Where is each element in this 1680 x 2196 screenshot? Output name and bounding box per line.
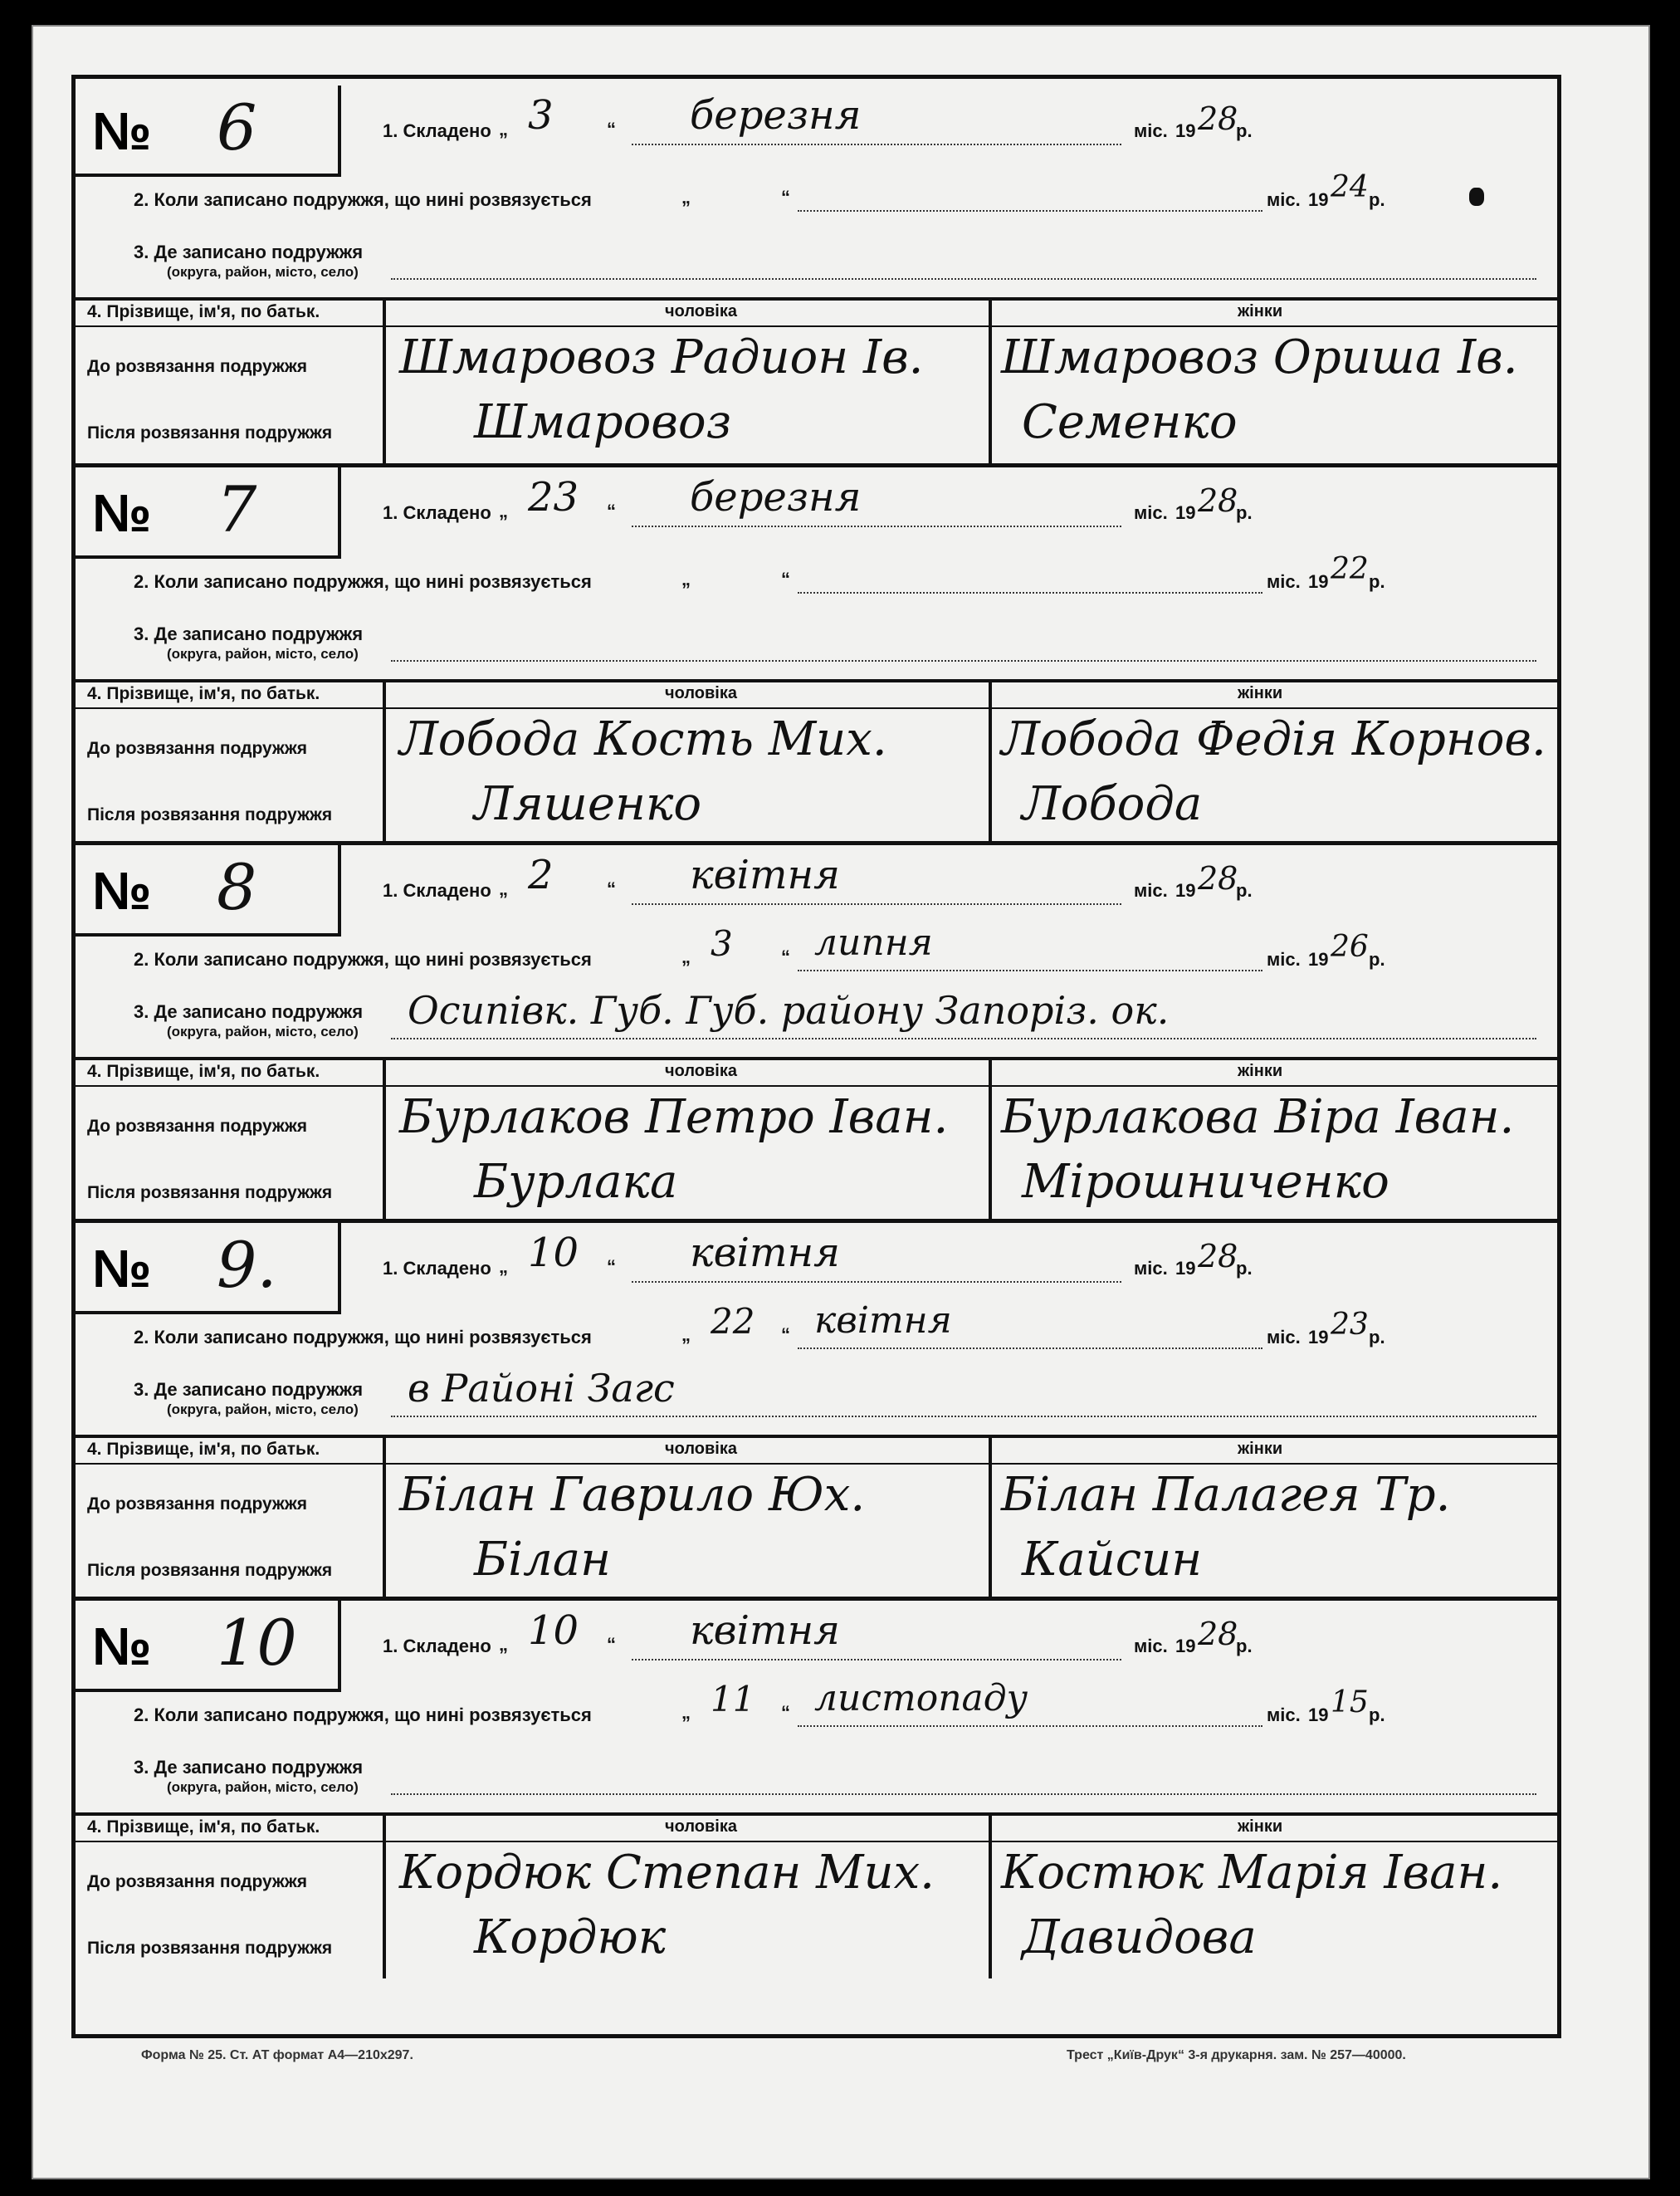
husband-after-name: Кордюк [474,1910,667,1964]
dotted-line [798,210,1262,212]
registered-place: Осипівк. Губ. Губ. району Запоріз. ок. [408,988,1170,1033]
year-prefix: 19 [1308,189,1329,210]
husband-before-name: Лобода Кость Мих. [399,712,887,766]
year-suffix: р. [1236,502,1253,523]
registered-year: 15 [1331,1685,1369,1719]
registered-year: 22 [1331,552,1369,586]
composed-day: 3 [528,92,554,139]
dotted-line [391,1793,1536,1795]
after-label: Після розвязання подружжя [87,1561,333,1580]
month-label: міс. [1267,1704,1301,1725]
name-header-label: 4. Прізвище, ім'я, по батьк. [87,1062,320,1081]
divorce-register-form [71,75,1561,2038]
year-suffix: р. [1369,1704,1385,1725]
column-divider [989,679,992,845]
record-block-8 [76,841,1557,1219]
composed-day: 23 [528,474,579,521]
year-suffix: р. [1369,189,1385,210]
names-table [76,297,1557,463]
dotted-line [391,1038,1536,1039]
registered-day: 22 [711,1301,755,1342]
row-divider [76,297,1557,301]
husband-before-name: Кордюк Степан Мих. [399,1846,935,1900]
quote-close: “ [607,501,616,521]
wife-after-name: Кайсин [1022,1533,1203,1587]
name-header-label: 4. Прізвище, ім'я, по батьк. [87,684,320,703]
composed-year: 28 [1198,1616,1238,1652]
after-label: Після розвязання подружжя [87,1939,333,1958]
dotted-line [798,1347,1262,1349]
wife-after-name: Лобода [1022,777,1203,831]
quote-close: “ [781,1702,790,1723]
wife-before-name: Шмаровоз Ориша Ів. [1001,330,1518,384]
number-sign: № [92,1239,152,1299]
registered-month: листопаду [814,1677,1028,1719]
before-label: До розвязання подружжя [87,357,307,376]
husband-before-name: Бурлаков Петро Іван. [399,1090,949,1144]
month-label: міс. [1267,1327,1301,1347]
quote-close: “ [607,878,616,899]
composed-label: 1. Складено [383,120,491,141]
quote-open: „ [681,569,691,589]
column-divider [989,297,992,463]
husband-header: чоловіка [665,302,737,320]
before-label: До розвязання подружжя [87,739,307,758]
column-divider [383,1435,386,1601]
composed-month: березня [690,474,862,521]
year-prefix: 19 [1308,949,1329,970]
composed-year: 28 [1198,860,1238,897]
dotted-line [632,903,1121,905]
record-number-box [76,1223,341,1314]
place-label: 3. Де записано подружжя [134,624,364,644]
wife-header: жінки [1238,302,1283,320]
year-suffix: р. [1369,571,1385,592]
quote-open: „ [499,1256,508,1277]
before-label: До розвязання подружжя [87,1872,307,1891]
dotted-line [632,526,1121,527]
year-suffix: р. [1236,880,1253,901]
wife-after-name: Семенко [1022,395,1238,449]
column-divider [383,1057,386,1223]
year-prefix: 19 [1308,1327,1329,1347]
column-divider [989,1435,992,1601]
record-number: 10 [217,1606,297,1680]
record-number: 7 [217,472,257,546]
quote-close: “ [781,1324,790,1345]
registered-label: 2. Коли записано подружжя, що нині розвязується [134,1327,592,1347]
row-divider [76,1085,1557,1087]
column-divider [383,1812,386,1978]
year-prefix: 19 [1308,571,1329,592]
year-suffix: р. [1369,1327,1385,1347]
husband-header: чоловіка [665,1817,737,1836]
quote-close: “ [607,1256,616,1277]
place-label: 3. Де записано подружжя [134,1379,364,1400]
row-divider [76,325,1557,327]
quote-open: „ [681,946,691,967]
composed-month: квітня [690,852,840,898]
record-number: 9. [217,1228,277,1302]
year-prefix: 19 [1175,502,1196,523]
record-number-box [76,86,341,177]
name-header-label: 4. Прізвище, ім'я, по батьк. [87,1817,320,1837]
wife-header: жінки [1238,1062,1283,1080]
year-suffix: р. [1236,1636,1253,1656]
ink-blot [1469,188,1484,206]
year-suffix: р. [1369,949,1385,970]
quote-open: „ [499,1634,508,1655]
month-label: міс. [1267,571,1301,592]
name-header-label: 4. Прізвище, ім'я, по батьк. [87,1440,320,1459]
registered-day: 3 [711,923,733,964]
month-label: міс. [1134,880,1168,901]
place-sublabel: (округа, район, місто, село) [167,646,359,662]
row-divider [76,1812,1557,1816]
composed-month: квітня [690,1230,840,1276]
husband-after-name: Шмаровоз [474,395,732,449]
husband-after-name: Білан [474,1533,611,1587]
names-table [76,1057,1557,1223]
wife-before-name: Костюк Марія Іван. [1001,1846,1503,1900]
record-number-box [76,845,341,937]
record-block-6 [76,86,1557,463]
dotted-line [391,660,1536,662]
place-sublabel: (округа, район, місто, село) [167,1779,359,1795]
before-label: До розвязання подружжя [87,1117,307,1136]
record-block-10 [76,1597,1557,1974]
month-label: міс. [1134,1258,1168,1279]
row-divider [76,1463,1557,1465]
husband-header: чоловіка [665,684,737,702]
month-label: міс. [1134,120,1168,141]
dotted-line [798,1725,1262,1727]
composed-day: 2 [528,852,554,898]
composed-year: 28 [1198,1238,1238,1274]
husband-after-name: Бурлака [474,1155,678,1209]
row-divider [76,1057,1557,1060]
year-prefix: 19 [1175,1636,1196,1656]
year-prefix: 19 [1308,1704,1329,1725]
column-divider [383,297,386,463]
wife-header: жінки [1238,1817,1283,1836]
number-sign: № [92,1616,152,1676]
dotted-line [798,970,1262,971]
record-number: 6 [217,90,257,164]
column-divider [989,1057,992,1223]
row-divider [76,1841,1557,1842]
names-table [76,1812,1557,1978]
composed-label: 1. Складено [383,502,491,523]
composed-label: 1. Складено [383,880,491,901]
composed-month: березня [690,92,862,139]
record-number-box [76,467,341,559]
wife-after-name: Мірошниченко [1022,1155,1389,1209]
column-divider [383,679,386,845]
composed-day: 10 [528,1607,579,1654]
footer-printer: Трест „Київ-Друк“ 3-я друкарня. зам. № 257—40000. [1067,2048,1406,2062]
quote-close: “ [781,187,790,208]
row-divider [76,1435,1557,1438]
registered-label: 2. Коли записано подружжя, що нині розвязується [134,949,592,970]
record-block-7 [76,463,1557,841]
footer-form-code: Форма № 25. Ст. АТ формат А4—210х297. [141,2048,413,2062]
row-divider [76,679,1557,682]
year-prefix: 19 [1175,880,1196,901]
dotted-line [391,1416,1536,1417]
quote-open: „ [499,119,508,139]
quote-close: “ [607,1634,616,1655]
husband-before-name: Білан Гаврило Юх. [399,1468,866,1522]
husband-header: чоловіка [665,1062,737,1080]
quote-open: „ [499,501,508,521]
month-label: міс. [1267,189,1301,210]
number-sign: № [92,483,152,543]
registered-label: 2. Коли записано подружжя, що нині розвязується [134,571,592,592]
composed-month: квітня [690,1607,840,1654]
registered-day: 11 [711,1679,755,1719]
composed-year: 28 [1198,100,1238,137]
wife-header: жінки [1238,684,1283,702]
place-label: 3. Де записано подружжя [134,242,364,262]
dotted-line [632,1281,1121,1283]
place-label: 3. Де записано подружжя [134,1757,364,1778]
registered-label: 2. Коли записано подружжя, що нині розвязується [134,189,592,210]
year-prefix: 19 [1175,1258,1196,1279]
wife-before-name: Бурлакова Віра Іван. [1001,1090,1515,1144]
number-sign: № [92,861,152,921]
number-sign: № [92,101,152,161]
names-table [76,1435,1557,1601]
wife-header: жінки [1238,1440,1283,1458]
registered-month: квітня [814,1299,952,1342]
month-label: міс. [1267,949,1301,970]
registered-year: 26 [1331,930,1369,964]
wife-after-name: Давидова [1022,1910,1257,1964]
composed-day: 10 [528,1230,579,1276]
record-number-box [76,1601,341,1692]
record-block-9 [76,1219,1557,1597]
composed-label: 1. Складено [383,1258,491,1279]
composed-year: 28 [1198,482,1238,519]
month-label: міс. [1134,1636,1168,1656]
quote-close: “ [607,119,616,139]
registered-year: 24 [1331,170,1369,204]
after-label: Після розвязання подружжя [87,805,333,824]
dotted-line [632,144,1121,145]
registered-month: липня [814,922,933,964]
quote-close: “ [781,946,790,967]
place-label: 3. Де записано подружжя [134,1001,364,1022]
after-label: Після розвязання подружжя [87,1183,333,1202]
place-sublabel: (округа, район, місто, село) [167,1024,359,1039]
before-label: До розвязання подружжя [87,1494,307,1514]
row-divider [76,707,1557,709]
wife-before-name: Білан Палагея Тр. [1001,1468,1451,1522]
place-sublabel: (округа, район, місто, село) [167,1401,359,1417]
dotted-line [798,592,1262,594]
quote-open: „ [499,878,508,899]
quote-open: „ [681,1324,691,1345]
registered-place: в Районі Загс [408,1366,675,1411]
husband-before-name: Шмаровоз Радион Ів. [399,330,924,384]
quote-close: “ [781,569,790,589]
names-table [76,679,1557,845]
quote-open: „ [681,1702,691,1723]
year-suffix: р. [1236,120,1253,141]
record-number: 8 [217,850,257,924]
registered-label: 2. Коли записано подружжя, що нині розвязується [134,1704,592,1725]
composed-label: 1. Складено [383,1636,491,1656]
year-prefix: 19 [1175,120,1196,141]
dotted-line [632,1659,1121,1660]
husband-after-name: Ляшенко [474,777,702,831]
column-divider [989,1812,992,1978]
name-header-label: 4. Прізвище, ім'я, по батьк. [87,302,320,321]
quote-open: „ [681,187,691,208]
place-sublabel: (округа, район, місто, село) [167,264,359,280]
month-label: міс. [1134,502,1168,523]
year-suffix: р. [1236,1258,1253,1279]
husband-header: чоловіка [665,1440,737,1458]
registered-year: 23 [1331,1308,1369,1342]
dotted-line [391,278,1536,280]
wife-before-name: Лобода Федія Корнов. [1001,712,1546,766]
after-label: Після розвязання подружжя [87,423,333,443]
